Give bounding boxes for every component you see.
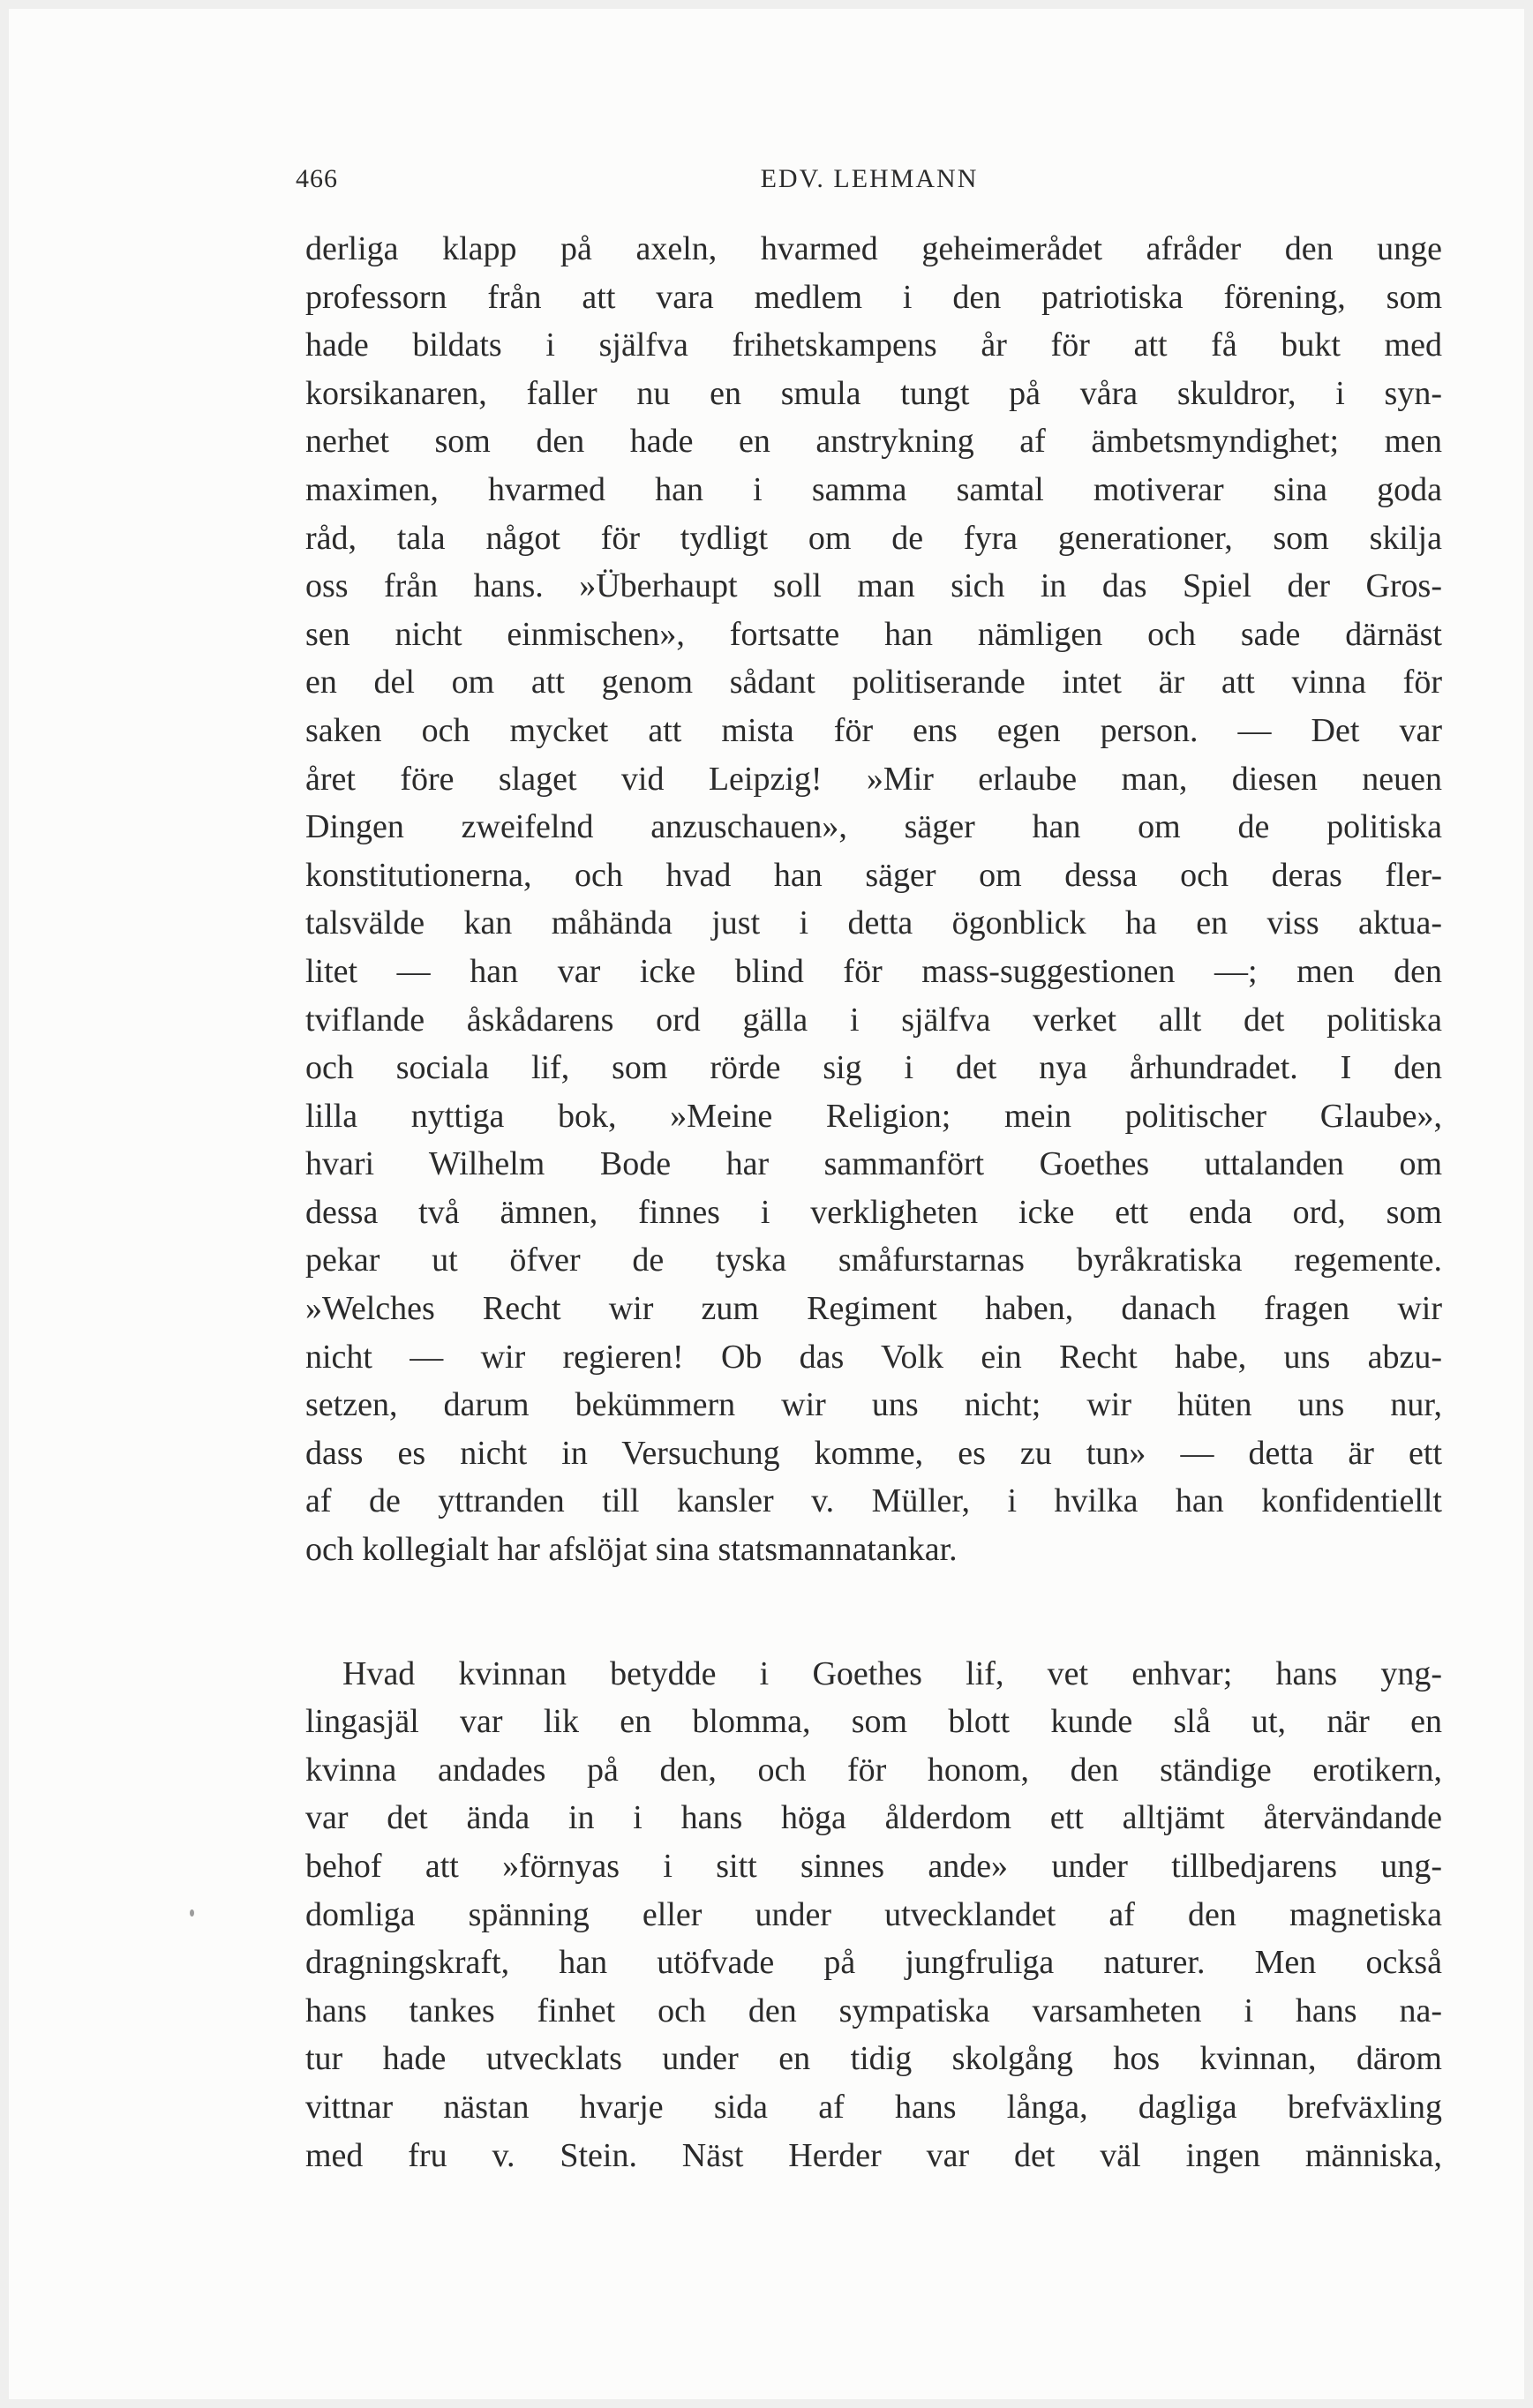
text-line: hans tankes finhet och den sympatiska varsamheten i hans na- bbox=[305, 1992, 1442, 2029]
text-line: dass es nicht in Versuchung komme, es zu tun» — detta är ett bbox=[305, 1434, 1442, 1472]
text-line: och sociala lif, som rörde sig i det nya århundradet. I den bbox=[305, 1049, 1442, 1087]
text-line: konstitutionerna, och hvad han säger om dessa och deras fler- bbox=[305, 856, 1442, 894]
page-header bbox=[296, 164, 1443, 199]
text-line: vittnar nästan hvarje sida af hans långa, dagliga brefväxling bbox=[305, 2088, 1442, 2126]
text-line: tur hade utvecklats under en tidig skolgång hos kvinnan, därom bbox=[305, 2040, 1442, 2078]
paragraph-2 bbox=[305, 1650, 1442, 2180]
text-line: af de yttranden till kansler v. Müller, i hvilka han konfidentiellt bbox=[305, 1482, 1442, 1520]
paragraph-1 bbox=[305, 225, 1442, 1574]
text-line: sen nicht einmischen», fortsatte han nämligen och sade därnäst bbox=[305, 615, 1442, 653]
text-line: korsikanaren, faller nu en smula tungt på våra skuldror, i syn- bbox=[305, 374, 1442, 412]
text-line: var det ända in i hans höga ålderdom ett alltjämt återvändande bbox=[305, 1799, 1442, 1837]
text-line: råd, tala något för tydligt om de fyra generationer, som skilja bbox=[305, 519, 1442, 557]
text-line: nerhet som den hade en anstrykning af ämbetsmyndighet; men bbox=[305, 423, 1442, 461]
text-line: »Welches Recht wir zum Regiment haben, danach fragen wir bbox=[305, 1290, 1442, 1328]
text-line: talsvälde kan måhända just i detta ögonblick ha en viss aktua- bbox=[305, 904, 1442, 942]
text-line: dessa två ämnen, finnes i verkligheten icke ett enda ord, som bbox=[305, 1193, 1442, 1231]
text-line: professorn från att vara medlem i den patriotiska förening, som bbox=[305, 278, 1442, 316]
text-line: året före slaget vid Leipzig! »Mir erlaube man, diesen neuen bbox=[305, 760, 1442, 798]
text-line: maximen, hvarmed han i samma samtal motiverar sina goda bbox=[305, 470, 1442, 508]
text-line: Dingen zweifelnd anzuschauen», säger han om de politiska bbox=[305, 808, 1442, 846]
text-line: dragningskraft, han utöfvade på jungfruliga naturer. Men också bbox=[305, 1944, 1442, 1982]
text-line: derliga klapp på axeln, hvarmed geheimerådet afråder den unge bbox=[305, 230, 1442, 267]
text-line: hade bildats i själfva frihetskampens år för att få bukt med bbox=[305, 326, 1442, 364]
running-head: EDV. LEHMANN bbox=[760, 164, 979, 193]
ink-speck bbox=[190, 1909, 194, 1917]
text-line: behof att »förnyas i sitt sinnes ande» under tillbedjarens ung- bbox=[305, 1848, 1442, 1885]
text-line: lingasjäl var lik en blomma, som blott kunde slå ut, när en bbox=[305, 1703, 1442, 1741]
text-line: nicht — wir regieren! Ob das Volk ein Recht habe, uns abzu- bbox=[305, 1338, 1442, 1376]
page-number: 466 bbox=[296, 164, 338, 193]
text-line: domliga spänning eller under utvecklandet af den magnetiska bbox=[305, 1895, 1442, 1933]
text-line: lilla nyttiga bok, »Meine Religion; mein politischer Glaube», bbox=[305, 1097, 1442, 1135]
text-line: en del om att genom sådant politiserande intet är att vinna för bbox=[305, 664, 1442, 701]
text-line: hvari Wilhelm Bode har sammanfört Goethes uttalanden om bbox=[305, 1145, 1442, 1183]
text-line: setzen, darum bekümmern wir uns nicht; wir hüten uns nur, bbox=[305, 1386, 1442, 1424]
text-line: saken och mycket att mista för ens egen person. — Det var bbox=[305, 711, 1442, 749]
paragraph-spacer bbox=[305, 1574, 1442, 1650]
text-line: pekar ut öfver de tyska småfurstarnas byråkratiska regemente. bbox=[305, 1242, 1442, 1279]
text-line: litet — han var icke blind för mass-suggestionen —; men den bbox=[305, 952, 1442, 990]
text-line: kvinna andades på den, och för honom, den ständige erotikern, bbox=[305, 1751, 1442, 1789]
text-line: Hvad kvinnan betydde i Goethes lif, vet enhvar; hans yng- bbox=[342, 1654, 1442, 1692]
text-line: tviflande åskådarens ord gälla i själfva verket allt det politiska bbox=[305, 1001, 1442, 1039]
text-line: med fru v. Stein. Näst Herder var det väl ingen människa, bbox=[305, 2136, 1442, 2174]
text-line: och kollegialt har afslöjat sina statsmannatankar. bbox=[305, 1531, 958, 1569]
text-line: oss från hans. »Überhaupt soll man sich in das Spiel der Gros- bbox=[305, 567, 1442, 605]
body-text bbox=[305, 225, 1442, 2179]
